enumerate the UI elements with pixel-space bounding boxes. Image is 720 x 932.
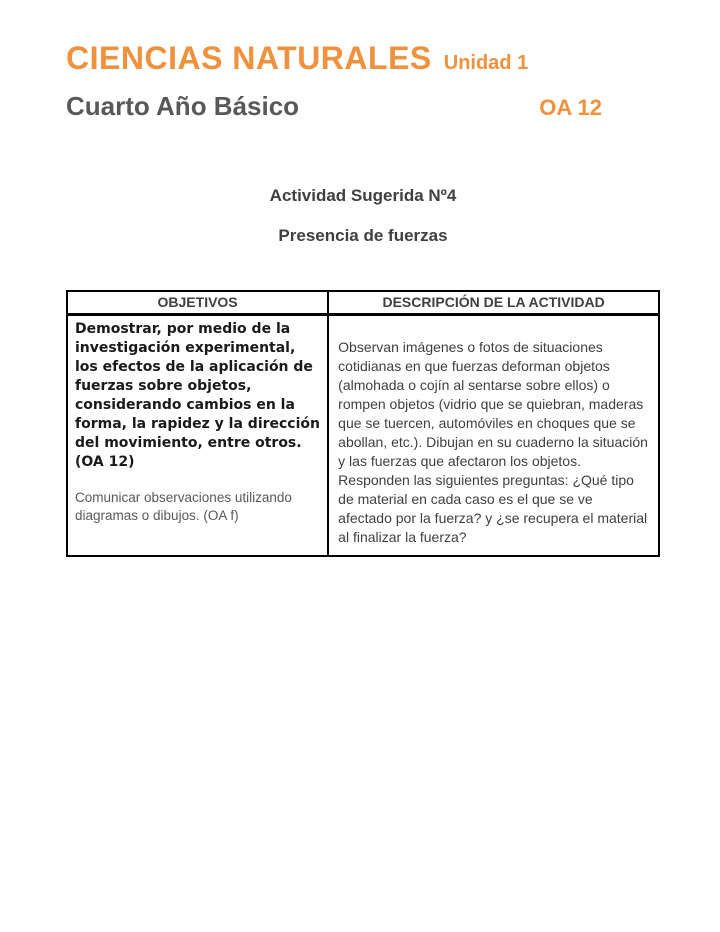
objetivo-secondary-text: Comunicar observaciones utilizando diagramas o dibujos. (OA f) <box>75 490 292 523</box>
table-header-row <box>67 291 659 315</box>
column-header-objetivos: OBJETIVOS <box>67 291 328 315</box>
document-subheader <box>66 91 660 122</box>
objetivo-main-text: Demostrar, por medio de la investigación experimental, los efectos de la aplicación de fuerzas sobre objetos, considerando cambios en la forma, la rapidez y la dirección del movimiento, entre otros. (OA 12) <box>75 321 320 470</box>
activity-table-head <box>67 291 659 315</box>
document-header <box>66 40 660 77</box>
activity-name-title: Presencia de fuerzas <box>278 226 448 245</box>
activity-titles <box>66 186 660 246</box>
unit-label: Unidad 1 <box>443 52 529 74</box>
subject-title: CIENCIAS NATURALES <box>66 40 432 76</box>
activity-table-body <box>67 315 659 557</box>
activity-number-title: Actividad Sugerida Nº4 <box>269 186 457 205</box>
column-header-descripcion: DESCRIPCIÓN DE LA ACTIVIDAD <box>328 291 659 315</box>
oa-badge: OA 12 <box>539 95 602 120</box>
table-row <box>67 315 659 557</box>
grade-title: Cuarto Año Básico <box>66 91 300 121</box>
descripcion-cell <box>328 315 659 557</box>
objetivos-cell <box>67 315 328 557</box>
activity-table <box>66 290 660 557</box>
descripcion-text: Observan imágenes o fotos de situaciones cotidianas en que fuerzas deforman objetos (almohada o cojín al sentarse sobre ellos) o rompen objetos (vidrio que se quiebran, maderas que se tuercen, automóviles en choques que se abollan, etc.). Dibujan en su cuaderno la situación y las fuerzas que afectaron los objetos. Responden las siguientes preguntas: ¿Qué tipo de material en cada caso es el que se ve afectado por la fuerza? y ¿se recupera el material al finalizar la fuerza? <box>338 339 648 545</box>
